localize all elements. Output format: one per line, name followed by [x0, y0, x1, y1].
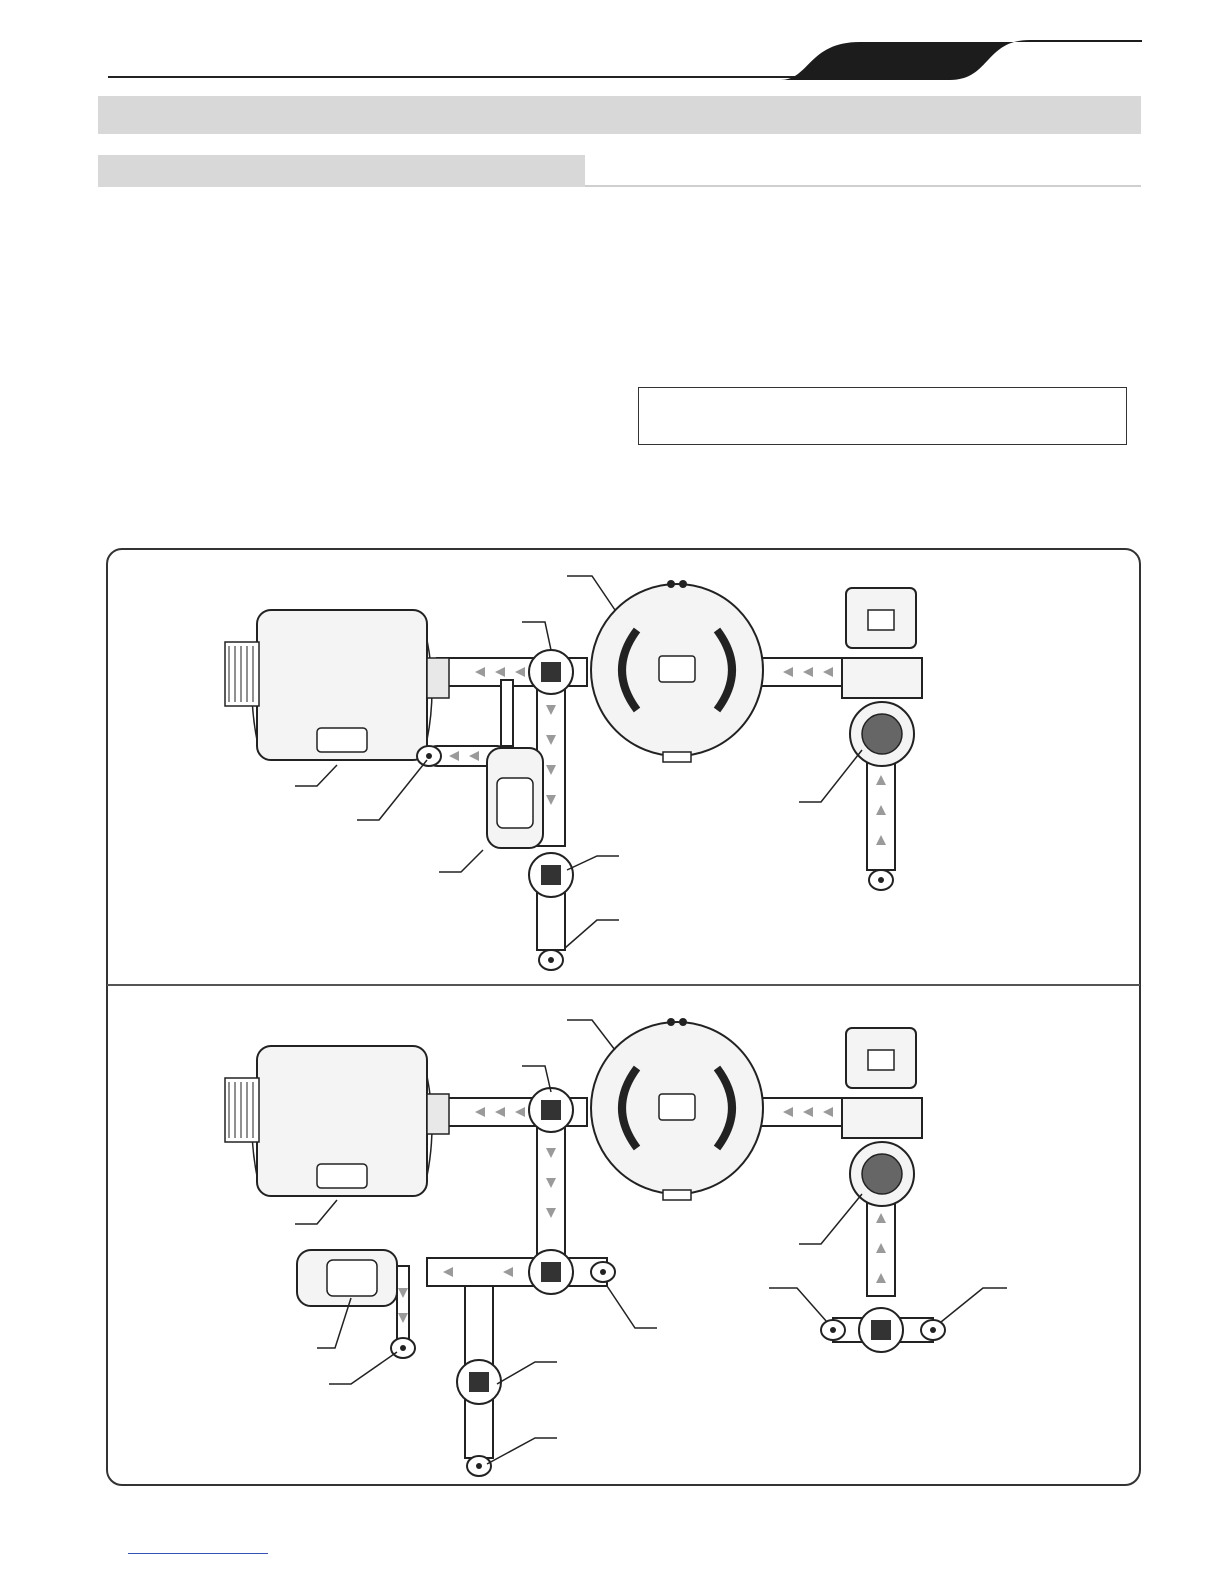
cartridge-filter-icon	[591, 1018, 763, 1200]
chlorinator	[487, 748, 543, 848]
filter	[591, 1018, 763, 1200]
heater	[225, 610, 449, 760]
heater	[225, 1046, 449, 1196]
three-way-valve-icon	[529, 853, 573, 897]
footer-link[interactable]	[128, 1553, 268, 1554]
cartridge-filter-icon	[591, 580, 763, 762]
bypass-loop-icon	[417, 746, 441, 766]
pool-pump-icon	[842, 1028, 922, 1206]
return-outlet-icon	[869, 870, 893, 890]
chlorinator-icon	[297, 1250, 397, 1306]
three-way-valve-icon	[859, 1308, 903, 1352]
plumbing-diagram-alternate	[107, 988, 1140, 1484]
header-rule	[108, 76, 798, 78]
pool-heater-icon	[225, 1046, 449, 1196]
pool-pump-icon	[842, 588, 922, 766]
return-outlet-icon	[539, 950, 563, 970]
check-valve-icon	[529, 1088, 573, 1132]
return-outlet-icon	[921, 1320, 945, 1340]
three-way-valve-icon	[457, 1360, 501, 1404]
return-outlet-icon	[591, 1262, 615, 1282]
three-way-valve	[529, 853, 573, 897]
subsection-rule	[585, 185, 1141, 187]
chlorinator-icon	[487, 748, 543, 848]
figure-divider	[107, 984, 1140, 986]
return-outlet-icon	[821, 1320, 845, 1340]
check-valve-icon	[529, 650, 573, 694]
bypass-loop-icon	[391, 1338, 415, 1358]
filter	[591, 580, 763, 762]
return-outlet-icon	[467, 1456, 491, 1476]
chlorinator	[297, 1250, 397, 1306]
plumbing-diagram-standard	[107, 550, 1140, 982]
pump	[842, 1028, 922, 1206]
header-tab	[780, 38, 1142, 80]
subsection-header-bar	[98, 155, 585, 187]
section-header-bar	[98, 96, 1141, 134]
pump	[842, 588, 922, 766]
note-box	[638, 387, 1127, 445]
check-valve	[529, 650, 573, 694]
three-way-valve-icon	[529, 1250, 573, 1294]
pool-heater-icon	[225, 610, 449, 760]
